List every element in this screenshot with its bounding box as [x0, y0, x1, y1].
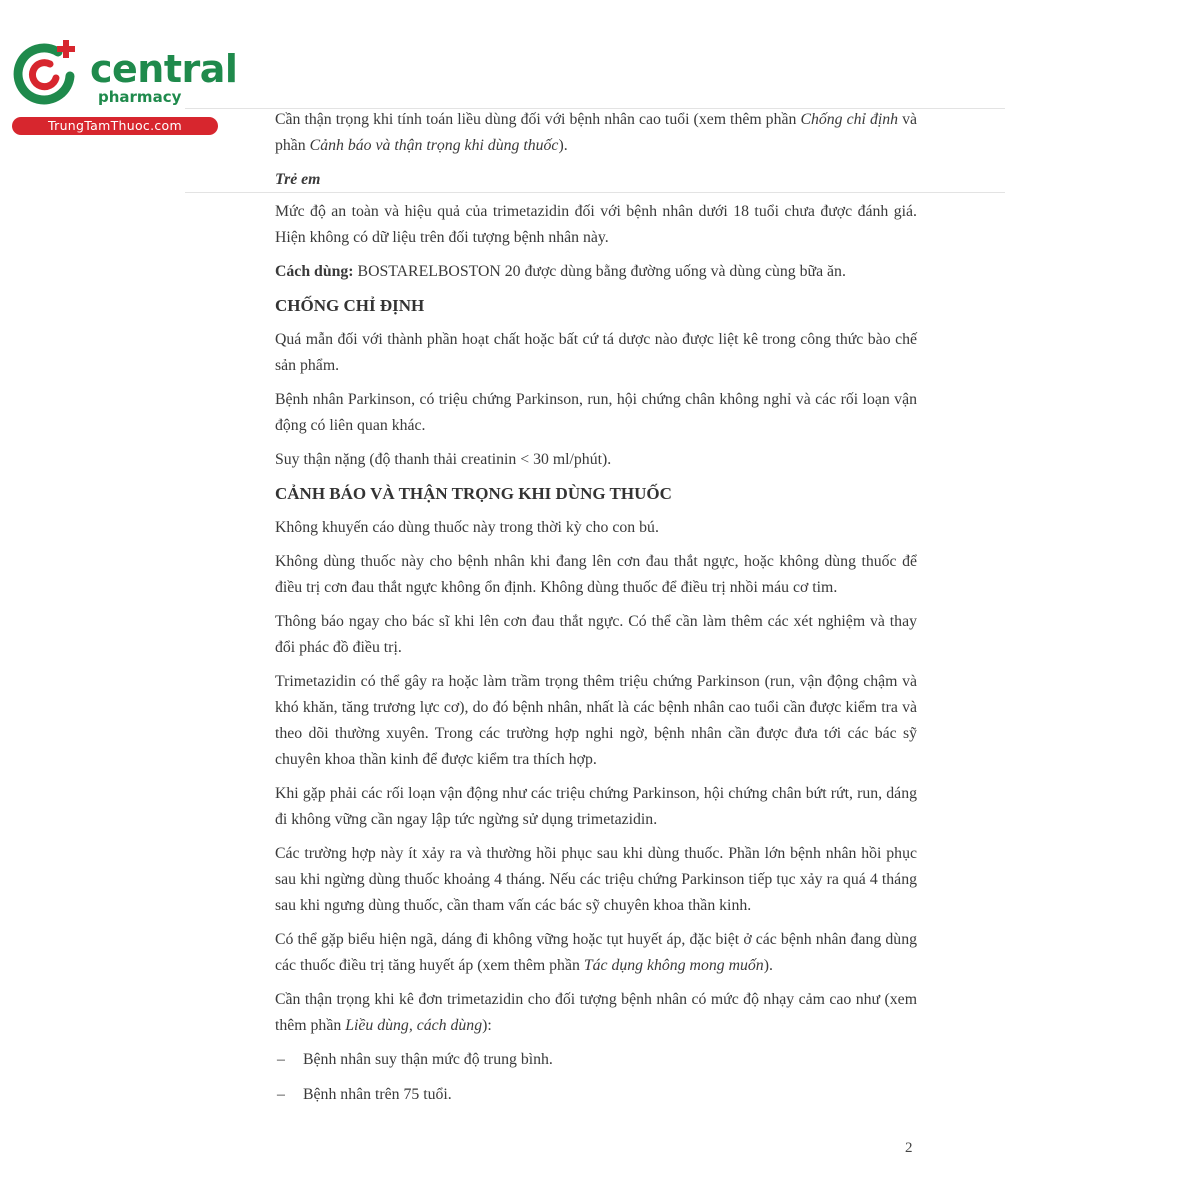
warning-7-text-c: ). [763, 957, 773, 974]
page-number: 2 [905, 1140, 913, 1156]
document-body [275, 107, 917, 1117]
logo-name: central [90, 47, 238, 91]
logo-subtitle: pharmacy [98, 88, 182, 106]
pharmacy-logo [10, 38, 238, 138]
warning-1: Không khuyến cáo dùng thuốc này trong thời kỳ cho con bú. [275, 519, 659, 536]
contraindication-2: Bệnh nhân Parkinson, có triệu chứng Parkinson, run, hội chứng chân không nghỉ và các rối loạn vận động có liên quan khác. [275, 391, 917, 434]
warning-7 [275, 927, 917, 979]
p1-text-e: ). [558, 137, 568, 154]
warning-3: Thông báo ngay cho bác sĩ khi lên cơn đau thắt ngực. Có thể cần làm thêm các xét nghiệm và thay đổi phác đồ điều trị. [275, 613, 917, 656]
warning-2: Không dùng thuốc này cho bệnh nhân khi đang lên cơn đau thắt ngực, hoặc không dùng thuốc để điều trị cơn đau thắt ngực không ổn định. Không dùng thuốc để điều trị nhồi máu cơ tim. [275, 553, 917, 596]
warning-8-text-c: ): [482, 1017, 492, 1034]
usage-text: BOSTARELBOSTON 20 được dùng bằng đường uống và dùng cùng bữa ăn. [353, 263, 846, 280]
warning-7-text-a: Có thể gặp biểu hiện ngã, dáng đi không vững hoặc tụt huyết áp, đặc biệt ở các bệnh nhân đang dùng các thuốc điều trị tăng huyết áp (xem thêm phần [275, 931, 917, 974]
list-item: – Bệnh nhân trên 75 tuổi. [275, 1082, 917, 1108]
warning-5: Khi gặp phải các rối loạn vận động như các triệu chứng Parkinson, hội chứng chân bứt rứt, run, dáng đi không vững cần ngay lập tức ngừng sử dụng trimetazidin. [275, 785, 917, 828]
pharmacy-cross-icon [10, 38, 80, 108]
p1-text-c: và phần [275, 111, 917, 154]
usage-label: Cách dùng: [275, 263, 354, 280]
contraindication-heading: CHỐNG CHỈ ĐỊNH [275, 296, 425, 315]
logo-website: TrungTamThuoc.com [12, 117, 218, 135]
children-heading: Trẻ em [275, 171, 321, 188]
warning-7-ref: Tác dụng không mong muốn [583, 957, 764, 974]
p1-text-a: Cần thận trọng khi tính toán liều dùng đối với bệnh nhân cao tuổi (xem thêm phần [275, 111, 801, 128]
contraindication-1: Quá mẫn đối với thành phần hoạt chất hoặc bất cứ tá dược nào được liệt kê trong công thức bào chế sản phẩm. [275, 331, 917, 374]
elderly-dosage-paragraph [275, 107, 917, 159]
list-item: – Bệnh nhân suy thận mức độ trung bình. [275, 1047, 917, 1073]
warning-8-text-a: Cần thận trọng khi kê đơn trimetazidin cho đối tượng bệnh nhân có mức độ nhạy cảm cao như (xem thêm phần [275, 991, 917, 1034]
warning-8-ref: Liều dùng, cách dùng [345, 1017, 483, 1034]
warning-4: Trimetazidin có thể gây ra hoặc làm trầm trọng thêm triệu chứng Parkinson (run, vận động chậm và khó khăn, tăng trương lực cơ), do đó bệnh nhân, nhất là các bệnh nhân cao tuổi cần được kiểm tra và theo dõi thường xuyên. Trong các trường hợp nghi ngờ, bệnh nhân cần được đưa tới các bác sỹ chuyên khoa thần kinh để được kiểm tra thích hợp. [275, 673, 917, 768]
warning-6: Các trường hợp này ít xảy ra và thường hồi phục sau khi dùng thuốc. Phần lớn bệnh nhân hồi phục sau khi ngừng dùng thuốc khoảng 4 tháng. Nếu các triệu chứng Parkinson tiếp tục xảy ra quá 4 tháng sau khi ngưng dùng thuốc, cần tham vấn các bác sỹ chuyên khoa thần kinh. [275, 845, 917, 914]
sensitive-patient-list [275, 1047, 917, 1108]
children-paragraph: Mức độ an toàn và hiệu quả của trimetazidin đối với bệnh nhân dưới 18 tuổi chưa được đánh giá. Hiện không có dữ liệu trên đối tượng bệnh nhân này. [275, 203, 917, 246]
warning-8 [275, 987, 917, 1039]
p1-ref-warnings: Cảnh báo và thận trọng khi dùng thuốc [309, 137, 559, 154]
p1-ref-contraindication: Chống chỉ định [800, 111, 899, 128]
usage-paragraph [275, 259, 917, 285]
warnings-heading: CẢNH BÁO VÀ THẬN TRỌNG KHI DÙNG THUỐC [275, 484, 672, 503]
contraindication-3: Suy thận nặng (độ thanh thải creatinin < 30 ml/phút). [275, 451, 612, 468]
